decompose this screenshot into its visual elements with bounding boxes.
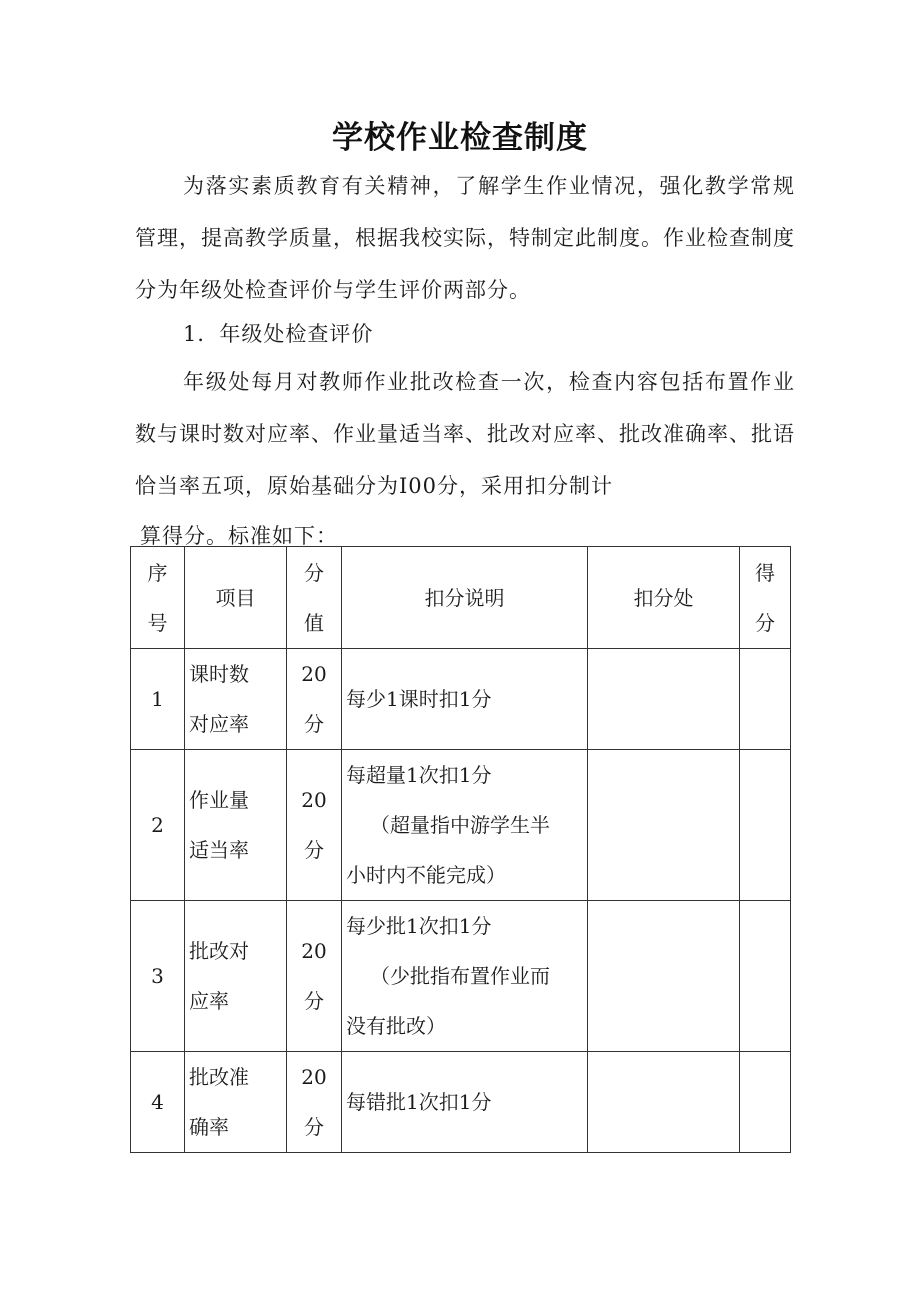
header-seq: 序 号 <box>131 547 185 649</box>
table-header-row <box>131 547 791 649</box>
section-heading: 1．年级处检查评价 <box>183 322 374 346</box>
row-desc: 每超量1次扣1分 （超量指中游学生半 小时内不能完成） <box>342 750 588 901</box>
row-seq: 2 <box>131 750 185 901</box>
row-seq: 4 <box>131 1052 185 1153</box>
intro-paragraph: 为落实素质教育有关精神，了解学生作业情况，强化教学常规管理，提高教学质量，根据我校实际，特制定此制度。作业检查制度分为年级处检查评价与学生评价两部分。 <box>135 174 795 302</box>
row-desc: 每少批1次扣1分 （少批指布置作业而 没有批改） <box>342 901 588 1052</box>
header-desc: 扣分说明 <box>342 547 588 649</box>
row-item: 批改准 确率 <box>185 1052 287 1153</box>
row-deduction-cell[interactable] <box>588 901 740 1052</box>
row-deduction-cell[interactable] <box>588 750 740 901</box>
header-where: 扣分处 <box>588 547 740 649</box>
header-value: 分 值 <box>287 547 342 649</box>
row-item: 作业量 适当率 <box>185 750 287 901</box>
table-row <box>131 750 791 901</box>
table-row <box>131 1052 791 1153</box>
section-body-tail: 算得分。标准如下： <box>140 524 338 548</box>
row-item: 课时数 对应率 <box>185 649 287 750</box>
row-deduction-cell[interactable] <box>588 1052 740 1153</box>
row-item: 批改对 应率 <box>185 901 287 1052</box>
scoring-table <box>130 546 791 1153</box>
row-seq: 3 <box>131 901 185 1052</box>
row-score-cell[interactable] <box>740 901 791 1052</box>
header-item: 项目 <box>185 547 287 649</box>
row-seq: 1 <box>131 649 185 750</box>
table-row <box>131 901 791 1052</box>
page-title: 学校作业检查制度 <box>332 120 588 156</box>
row-score-cell[interactable] <box>740 750 791 901</box>
row-desc: 每少1课时扣1分 <box>342 649 588 750</box>
row-value: 20 分 <box>287 750 342 901</box>
row-score-cell[interactable] <box>740 649 791 750</box>
row-deduction-cell[interactable] <box>588 649 740 750</box>
row-score-cell[interactable] <box>740 1052 791 1153</box>
table-row <box>131 649 791 750</box>
section-body-paragraph: 年级处每月对教师作业批改检查一次，检查内容包括布置作业数与课时数对应率、作业量适当率、批改对应率、批改准确率、批语恰当率五项，原始基础分为I00分，采用扣分制计 <box>135 370 795 498</box>
row-value: 20 分 <box>287 901 342 1052</box>
row-value: 20 分 <box>287 649 342 750</box>
row-desc: 每错批1次扣1分 <box>342 1052 588 1153</box>
row-value: 20 分 <box>287 1052 342 1153</box>
header-score: 得 分 <box>740 547 791 649</box>
